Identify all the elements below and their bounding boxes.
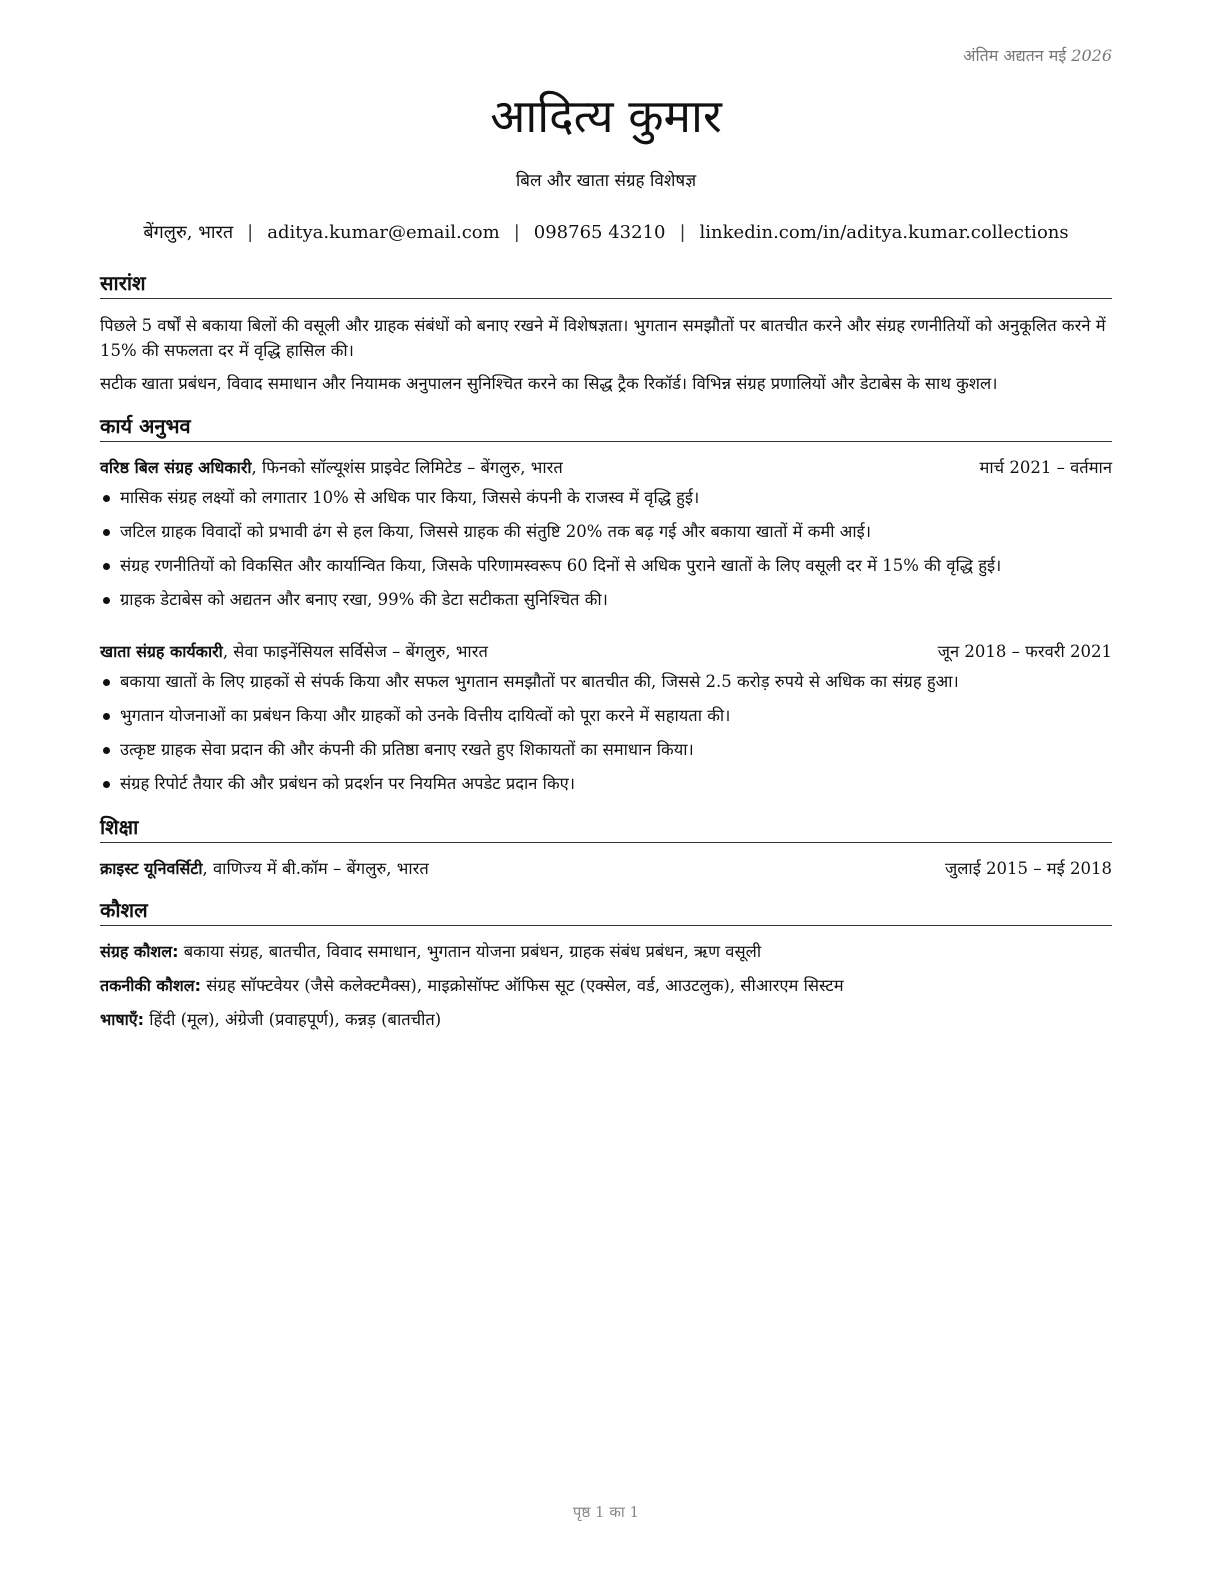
education-entry <box>100 857 1112 881</box>
bullet-text: भुगतान योजनाओं का प्रबंधन किया और ग्राहकों को उनके वित्तीय दायित्वों को पूरा करने में सहायता की। <box>120 706 731 725</box>
candidate-title: बिल और खाता संग्रह विशेषज्ञ <box>515 171 697 191</box>
skill-line <box>100 1008 1112 1032</box>
skill-label: संग्रह कौशल: <box>100 942 179 961</box>
contact-phone: 098765 43210 <box>533 222 666 243</box>
summary-paragraph: पिछले 5 वर्षों से बकाया बिलों की वसूली और ग्राहक संबंधों को बनाए रखने में विशेषज्ञता। भुगतान समझौतों पर बातचीत करने और संग्रह रणनीतियों को अनुकूलित करने में 15% की सफलता दर में वृद्धि हासिल की। <box>100 316 1106 360</box>
job-company: , सेवा फाइनेंसियल सर्विसेज – बेंगलुरु, भारत <box>222 642 488 661</box>
candidate-name: आदित्य कुमार <box>490 89 722 143</box>
bullet-text: मासिक संग्रह लक्ष्यों को लगातार 10% से अधिक पार किया, जिससे कंपनी के राजस्व में वृद्धि हुई। <box>120 488 700 507</box>
bullet-text: बकाया खातों के लिए ग्राहकों से संपर्क किया और सफल भुगतान समझौतों पर बातचीत की, जिससे 2.5 करोड़ रुपये से अधिक का संग्रह हुआ। <box>120 672 959 691</box>
last-updated-year: 2026 <box>1071 46 1112 65</box>
skill-label: तकनीकी कौशल: <box>100 976 201 995</box>
contact-separator: | <box>247 222 254 243</box>
section-title-experience: कार्य अनुभव <box>100 413 1112 442</box>
contact-line <box>100 220 1112 244</box>
job-header <box>100 456 1112 480</box>
section-title-skills: कौशल <box>100 897 1112 926</box>
bullet-icon <box>103 781 110 788</box>
bullet-text: जटिल ग्राहक विवादों को प्रभावी ढंग से हल किया, जिससे ग्राहक की संतुष्टि 20% तक बढ़ गई और बकाया खातों में कमी आई। <box>120 522 872 541</box>
skill-value: संग्रह सॉफ्टवेयर (जैसे कलेक्टमैक्स), माइक्रोसॉफ्ट ऑफिस सूट (एक्सेल, वर्ड, आउटलुक), सीआरएम सिस्टम <box>201 976 844 995</box>
contact-linkedin[interactable]: linkedin.com/in/aditya.kumar.collections <box>699 222 1069 243</box>
bullet-icon <box>103 597 110 604</box>
resume-page <box>100 0 1112 1584</box>
job-dates: मार्च 2021 – वर्तमान <box>979 458 1112 477</box>
job-role: खाता संग्रह कार्यकारी <box>100 642 223 661</box>
list-item <box>100 670 1112 704</box>
list-item <box>100 772 1112 806</box>
contact-separator: | <box>513 222 520 243</box>
job-dates: जून 2018 – फरवरी 2021 <box>937 642 1112 661</box>
contact-location: बेंगलुरु, भारत <box>143 222 234 243</box>
bullet-icon <box>103 713 110 720</box>
contact-email[interactable]: aditya.kumar@email.com <box>267 222 500 243</box>
job-bullets <box>100 486 1112 622</box>
job-heading <box>100 456 563 480</box>
skill-value: हिंदी (मूल), अंग्रेजी (प्रवाहपूर्ण), कन्नड़ (बातचीत) <box>144 1010 442 1029</box>
last-updated-label: अंतिम अद्यतन मई <box>963 46 1067 65</box>
summary-paragraph: सटीक खाता प्रबंधन, विवाद समाधान और नियामक अनुपालन सुनिश्चित करने का सिद्ध ट्रैक रिकॉर्ड। विभिन्न संग्रह प्रणालियों और डेटाबेस के साथ कुशल। <box>100 374 998 393</box>
education-dates: जुलाई 2015 – मई 2018 <box>945 859 1112 878</box>
skill-line <box>100 974 1112 998</box>
skill-value: बकाया संग्रह, बातचीत, विवाद समाधान, भुगतान योजना प्रबंधन, ग्राहक संबंध प्रबंधन, ऋण वसूली <box>178 942 762 961</box>
job-role: वरिष्ठ बिल संग्रह अधिकारी <box>100 458 252 477</box>
list-item <box>100 554 1112 588</box>
bullet-icon <box>103 529 110 536</box>
job-header <box>100 640 1112 664</box>
education-detail: , वाणिज्य में बी.कॉम – बेंगलुरु, भारत <box>202 859 429 878</box>
skill-line <box>100 940 1112 964</box>
list-item <box>100 588 1112 622</box>
section-title-summary: सारांश <box>100 270 1112 299</box>
education-institution: क्राइस्ट यूनिवर्सिटी <box>100 859 203 878</box>
section-title-education: शिक्षा <box>100 814 1112 843</box>
job-heading <box>100 640 488 664</box>
bullet-text: उत्कृष्ट ग्राहक सेवा प्रदान की और कंपनी की प्रतिष्ठा बनाए रखते हुए शिकायतों का समाधान किया। <box>120 740 694 759</box>
education-heading <box>100 857 429 881</box>
bullet-text: संग्रह रणनीतियों को विकसित और कार्यान्वित किया, जिसके परिणामस्वरूप 60 दिनों से अधिक पुराने खातों के लिए वसूली दर में 15% की वृद्धि हुई। <box>120 556 1002 575</box>
list-item <box>100 738 1112 772</box>
bullet-icon <box>103 563 110 570</box>
bullet-icon <box>103 679 110 686</box>
last-updated <box>963 44 1112 66</box>
bullet-text: संग्रह रिपोर्ट तैयार की और प्रबंधन को प्रदर्शन पर नियमित अपडेट प्रदान किए। <box>120 774 575 793</box>
skill-label: भाषाएँ: <box>100 1010 145 1029</box>
page-number: पृष्ठ 1 का 1 <box>572 1503 640 1521</box>
bullet-icon <box>103 747 110 754</box>
job-company: , फिनको सॉल्यूशंस प्राइवेट लिमिटेड – बेंगलुरु, भारत <box>251 458 563 477</box>
contact-separator: | <box>679 222 686 243</box>
bullet-icon <box>103 495 110 502</box>
job-bullets <box>100 670 1112 806</box>
list-item <box>100 520 1112 554</box>
bullet-text: ग्राहक डेटाबेस को अद्यतन और बनाए रखा, 99% की डेटा सटीकता सुनिश्चित की। <box>120 590 608 609</box>
list-item <box>100 486 1112 520</box>
list-item <box>100 704 1112 738</box>
